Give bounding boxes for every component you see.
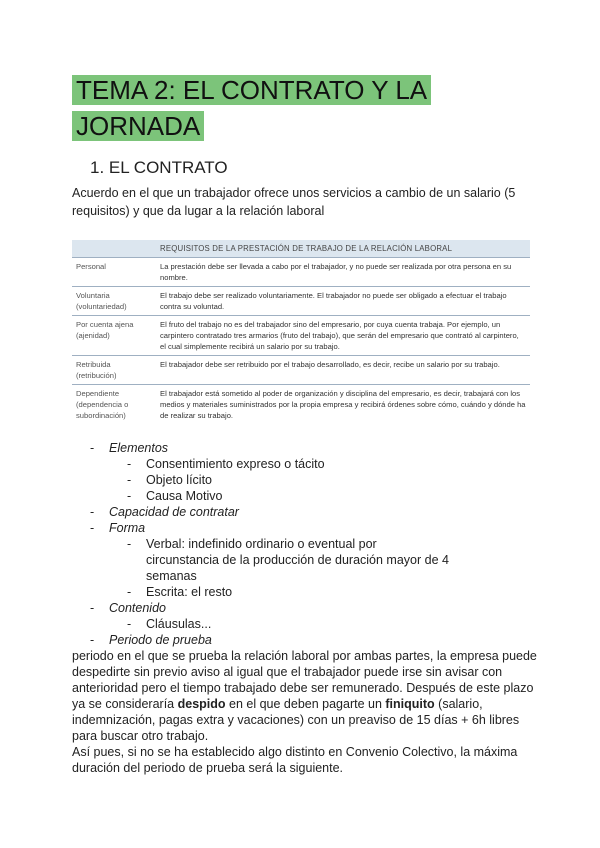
list-dash: - (127, 537, 132, 551)
periodo-text-3: (salario, indemnización, pagas extra y vacaciones) con un preaviso de 15 días + 6h libres para buscar otro trabajo. (72, 697, 520, 743)
intro-paragraph: Acuerdo en el que un trabajador ofrece unos servicios a cambio de un salario (5 requisitos) y que da lugar a la relación laboral (72, 186, 516, 218)
requirement-description: El trabajador está sometido al poder de organización y disciplina del empresario, es decir, trabajará con los medios y materiales suministrados por la propia empresa y recibirá órdenes sobre cómo, cuándo y dónde ha de realizar su trabajo. (156, 385, 530, 425)
list-dash: - (90, 601, 95, 615)
list-text: Objeto lícito (146, 473, 213, 487)
requirement-name: Personal (72, 258, 156, 287)
requirement-description: El trabajo debe ser realizado voluntariamente. El trabajador no puede ser obligado a efectuar el trabajo contra su voluntad. (156, 287, 530, 316)
list-item (72, 536, 542, 584)
list-text: Causa Motivo (146, 489, 223, 503)
table-row (72, 287, 530, 316)
table-row (72, 316, 530, 356)
list-item (72, 584, 542, 600)
list-label: Contenido (109, 601, 166, 615)
list-text: Escrita: el resto (146, 585, 233, 599)
requirement-description: El fruto del trabajo no es del trabajador sino del empresario, por cuya cuenta trabaja. Por ejemplo, un carpintero contratado tres armarios (fruto del trabajo), que serán del empresario que contrató al carpintero, el cual simplemente recibirá un salario por su trabajo. (156, 316, 530, 356)
list-item (72, 488, 542, 504)
list-dash: - (90, 441, 95, 455)
table-row (72, 356, 530, 385)
title-line-2: JORNADA (72, 111, 204, 141)
periodo-paragraph (72, 648, 542, 744)
list-dash: - (127, 617, 132, 631)
list-dash: - (90, 505, 95, 519)
list-label: Capacidad de contratar (109, 505, 239, 519)
requirements-table (72, 240, 530, 424)
title-line-1: TEMA 2: EL CONTRATO Y LA (72, 75, 431, 105)
list-item-contenido (72, 600, 542, 616)
table-row (72, 385, 530, 425)
list-dash: - (127, 473, 132, 487)
list-label: Forma (109, 521, 146, 535)
contract-elements-list (72, 440, 542, 776)
list-item-capacidad (72, 504, 542, 520)
section-heading: 1. EL CONTRATO (90, 158, 228, 177)
requirement-description: El trabajador debe ser retribuido por el trabajo desarrollado, es decir, recibe un salario por su trabajo. (156, 356, 530, 385)
closing-paragraph: Así pues, si no se ha establecido algo distinto en Convenio Colectivo, la máxima duración del periodo de prueba será la siguiente. (72, 745, 518, 775)
table-header-spacer (72, 240, 156, 258)
list-text: Cláusulas... (146, 617, 212, 631)
list-dash: - (127, 585, 132, 599)
periodo-text-2: en el que deben pagarte un (225, 697, 386, 711)
list-item-forma (72, 520, 542, 536)
list-dash: - (127, 489, 132, 503)
requirement-description: La prestación debe ser llevada a cabo por el trabajador, y no puede ser realizada por otra persona en su nombre. (156, 258, 530, 287)
finiquito-term: finiquito (385, 697, 435, 711)
list-item (72, 472, 542, 488)
table-header: REQUISITOS DE LA PRESTACIÓN DE TRABAJO DE LA RELACIÓN LABORAL (156, 240, 530, 258)
list-dash: - (90, 633, 95, 647)
list-item (72, 456, 542, 472)
list-label: Elementos (109, 441, 169, 455)
list-item-periodo (72, 632, 542, 648)
list-label: Periodo de prueba (109, 633, 212, 647)
page-title (72, 72, 472, 144)
list-item (72, 616, 542, 632)
list-dash: - (127, 457, 132, 471)
table-row (72, 258, 530, 287)
list-item-elementos (72, 440, 542, 456)
list-text: Verbal: indefinido ordinario o eventual por circunstancia de la producción de duración mayor de 4 semanas (146, 537, 449, 583)
list-dash: - (90, 521, 95, 535)
list-text: Consentimiento expreso o tácito (146, 457, 325, 471)
periodo-text-1: periodo en el que se prueba la relación laboral por ambas partes, la empresa puede despedirte sin previo aviso al igual que el trabajador puede irse sin avisar con anterioridad pero el tiempo trabajado debe ser remunerado. Después de este plazo ya se consideraría (72, 649, 537, 711)
requirement-name: Por cuenta ajena (ajenidad) (72, 316, 156, 356)
requirement-name: Voluntaria (voluntariedad) (72, 287, 156, 316)
requirement-name: Retribuida (retribución) (72, 356, 156, 385)
table-header-row (72, 240, 530, 258)
requirement-name: Dependiente (dependencia o subordinación) (72, 385, 156, 425)
despido-term: despido (177, 697, 226, 711)
